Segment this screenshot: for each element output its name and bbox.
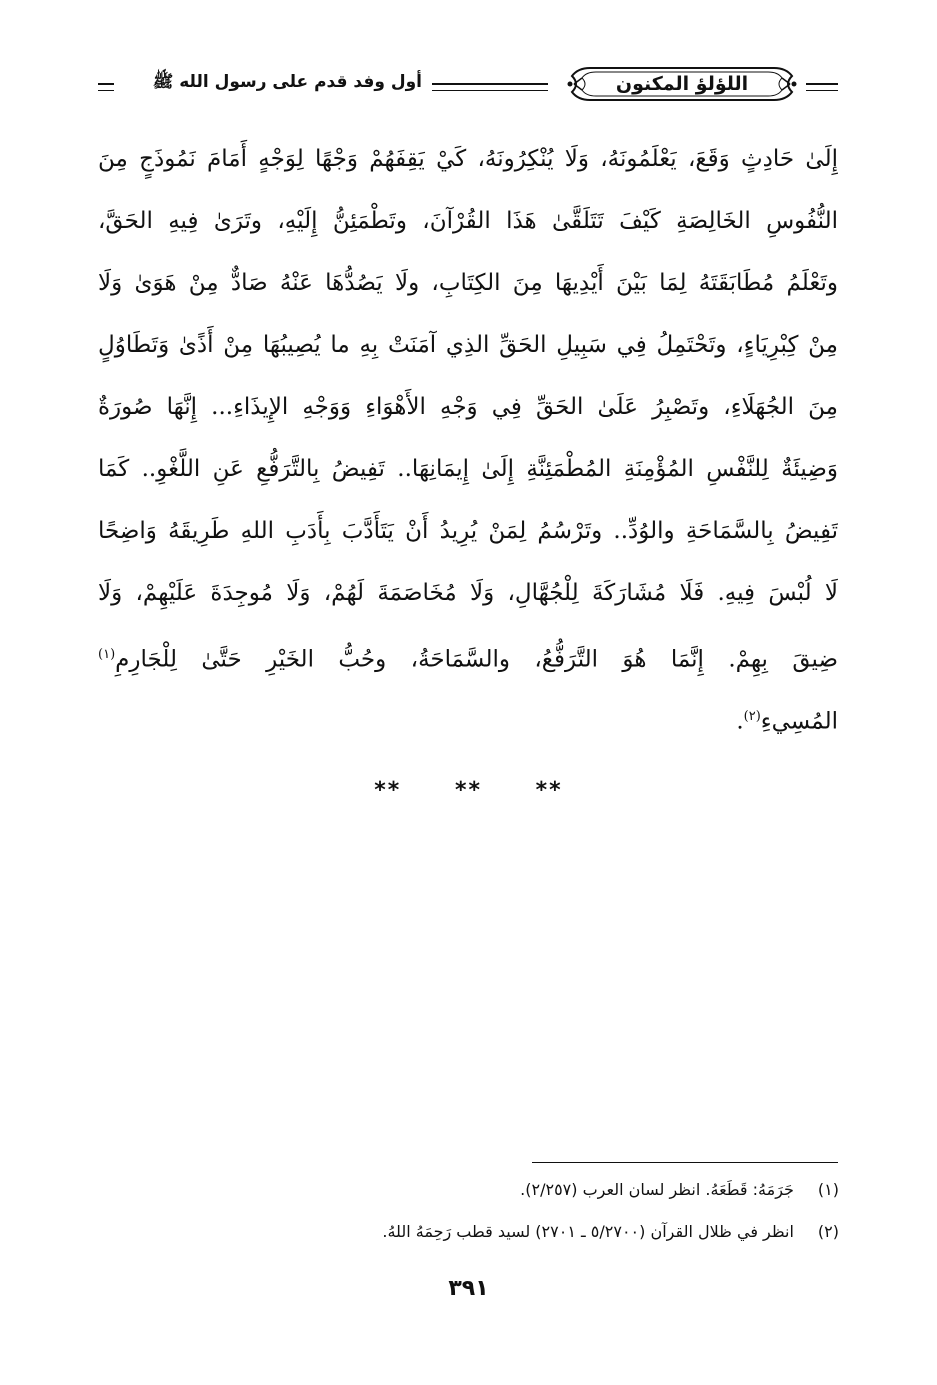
header-rule: [98, 83, 114, 91]
footnote-ref: (٢): [743, 709, 761, 724]
book-title-cartouche: [566, 64, 798, 104]
footnote-number: (١): [817, 1180, 839, 1199]
footnote-text: جَرَمَهُ: قَطَعَهُ. انظر لسان العرب (٢/٢٥٧).: [520, 1180, 794, 1199]
text-line: [98, 686, 838, 748]
footnote-ref: (١): [98, 647, 116, 662]
text-segment: ضِيقَ بِهِمْ. إِنَّمَا هُوَ التَّرَفُّعُ، والسَّمَاحَةُ، وحُبُّ الخَيْرِ حَتَّىٰ لِلْجَارِمِ: [115, 646, 838, 673]
text-line: النُّفُوسِ الخَالِصَةِ كَيْفَ تَتَلَقَّىٰ هَذَا القُرْآنَ، وتَطْمَئِنُّ إِلَيْهِ، وتَرَىٰ فِيهِ الحَقَّ،: [98, 208, 838, 234]
section-separator: [0, 778, 937, 803]
body-text: [98, 128, 838, 748]
header-rule: [806, 83, 838, 91]
separator-stars: **: [374, 778, 402, 803]
text-line: [98, 624, 838, 686]
text-line: مِنَ الجُهَلَاءِ، وتَصْبِرُ عَلَىٰ الحَقِّ فِي وَجْهِ الأَهْوَاءِ وَوَجْهِ الإِيذَاءِ... إِنَّهَا صُورَةٌ: [98, 394, 838, 420]
separator-stars: **: [454, 778, 482, 803]
footnote: [99, 1222, 839, 1241]
footnote: [99, 1180, 839, 1199]
text-line: وَضِيئَةٌ لِلنَّفْسِ المُؤْمِنَةِ المُطْمَئِنَّةِ إِلَىٰ إِيمَانِهَا.. تَفِيضُ بِالتَّرَفُّعِ عَنِ اللَّغْوِ.. كَمَا: [98, 456, 838, 482]
footnote-rule: [532, 1162, 838, 1163]
footnote-text: انظر في ظلال القرآن (٥/٢٧٠٠ ـ ٢٧٠١) لسيد قطب رَحِمَهُ اللهُ.: [382, 1222, 794, 1241]
text-line: وتَعْلَمُ مُطَابَقَتَهُ لِمَا بَيْنَ أَيْدِيهَا مِنَ الكِتَابِ، ولَا يَصُدُّهَا عَنْهُ صَادٌّ مِنْ هَوَىٰ وَلَا: [98, 270, 838, 296]
text-line: لَا لُبْسَ فِيهِ. فَلَا مُشَارَكَةَ لِلْجُهَّالِ، وَلَا مُخَاصَمَةَ لَهُمْ، وَلَا مُوجِدَةَ عَلَيْهِمْ، وَلَا: [98, 580, 838, 606]
page-number: ٣٩١: [448, 1276, 489, 1301]
running-header: [98, 62, 838, 108]
text-line: إِلَىٰ حَادِثٍ وَقَعَ، يَعْلَمُونَهُ، وَلَا يُنْكِرُونَهُ، كَيْ يَقِفَهُمْ وَجْهًا لِوَجْهٍ أَمَامَ نَمُوذَجٍ مِنَ: [98, 146, 838, 172]
text-line: تَفِيضُ بِالسَّمَاحَةِ والوُدِّ.. وتَرْسُمُ لِمَنْ يُرِيدُ أَنْ يَتَأَدَّبَ بِأَدَبِ اللهِ طَرِيقَهُ وَاضِحًا: [98, 518, 838, 544]
text-segment: المُسِيءِ: [760, 708, 838, 735]
chapter-title: أول وفد قدم على رسول الله ﷺ: [152, 72, 422, 92]
separator-stars: **: [535, 778, 563, 803]
text-line: مِنْ كِبْرِيَاءٍ، وتَحْتَمِلُ فِي سَبِيلِ الحَقِّ الذِي آمَنَتْ بِهِ ما يُصِيبُهَا مِنْ أَذًىٰ وَتَطَاوُلٍ: [98, 332, 838, 358]
sentence-period: .: [736, 708, 744, 735]
footnote-number: (٢): [817, 1222, 839, 1241]
book-title: اللؤلؤ المكنون: [610, 73, 754, 95]
header-rule: [432, 83, 548, 91]
